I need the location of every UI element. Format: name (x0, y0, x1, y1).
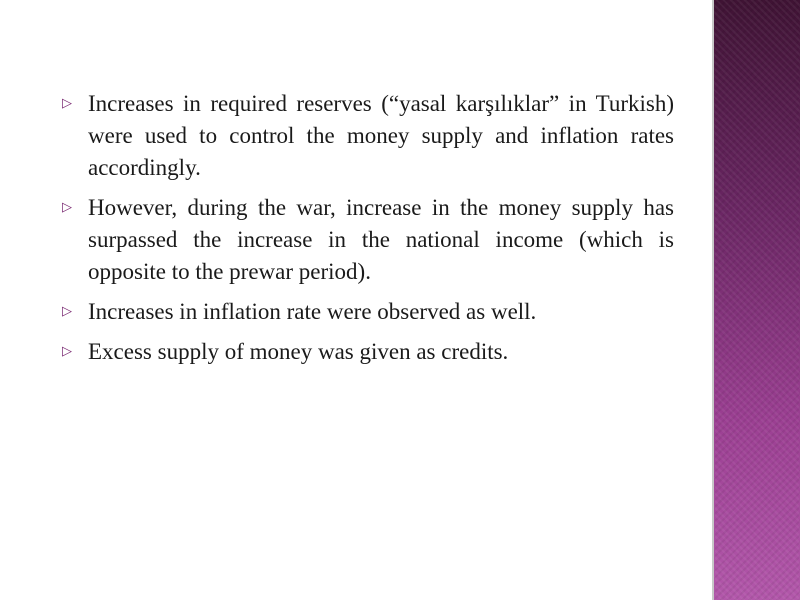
triangle-bullet-icon: ▷ (62, 304, 72, 319)
decorative-side-band (712, 0, 800, 600)
bullet-text: Excess supply of money was given as credits. (88, 339, 509, 364)
bullet-list (60, 88, 674, 368)
bullet-text: Increases in required reserves (“yasal karşılıklar” in Turkish) were used to control the money supply and inflation rates accordingly. (88, 91, 674, 180)
bullet-text: Increases in inflation rate were observed as well. (88, 299, 537, 324)
slide-content (60, 88, 674, 376)
bullet-item (60, 336, 674, 368)
bullet-item (60, 296, 674, 328)
bullet-item (60, 88, 674, 184)
triangle-bullet-icon: ▷ (62, 344, 72, 359)
triangle-bullet-icon: ▷ (62, 96, 72, 111)
bullet-text: However, during the war, increase in the money supply has surpassed the increase in the national income (which is opposite to the prewar period). (88, 195, 674, 284)
triangle-bullet-icon: ▷ (62, 200, 72, 215)
bullet-item (60, 192, 674, 288)
